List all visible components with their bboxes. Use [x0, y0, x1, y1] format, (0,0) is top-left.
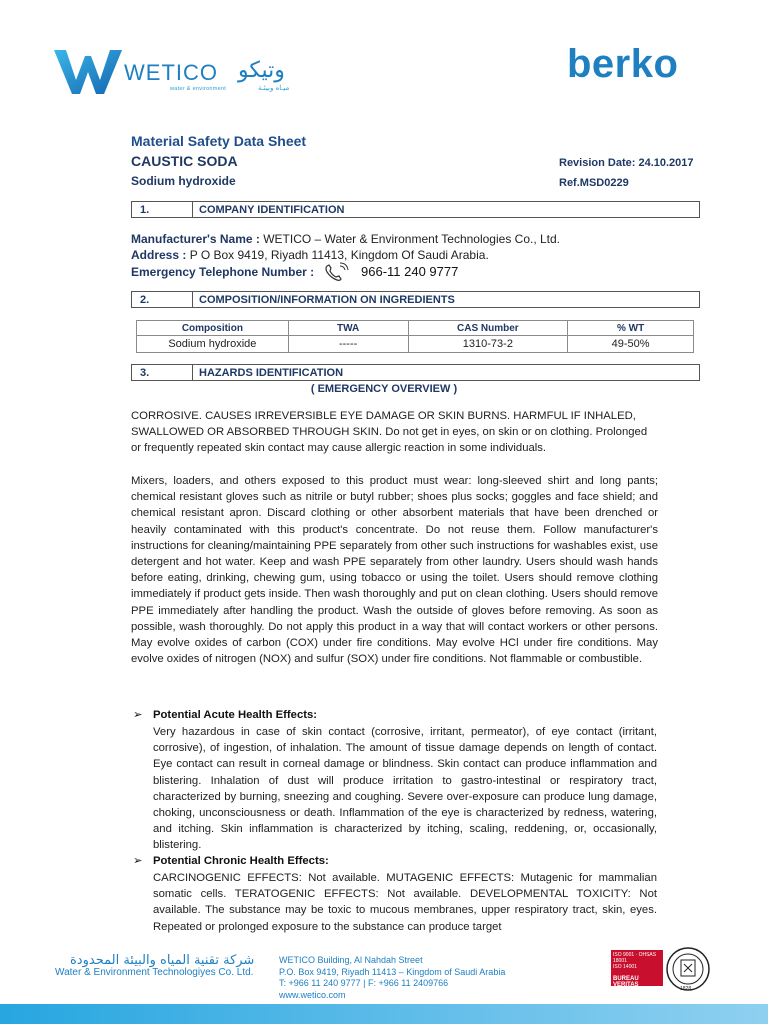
wetico-w-logo-icon	[52, 46, 124, 96]
column-header: Composition	[137, 321, 289, 336]
reference-number: Ref.MSD0229	[559, 177, 629, 189]
wetico-tagline-arabic: ميـاه وبيئـة	[258, 84, 290, 92]
acute-effects-text: Very hazardous in case of skin contact (corrosive, irritant, permeator), of eye contact (irritant, corrosive), of ingestion, of inhalation. The amount of tissue damage depends on length of contact. Eye contact can result in corneal damage or blindness. Skin contact can produce inflammation and blistering. Inhalation of dust will produce irritation to gastro-intestinal or respiratory tract, characterized by burning, sneezing and coughing. Severe over-exposure can produce lung damage, choking, unconsciousness or death. Inflammation of the eye is characterized by redness, watering, and itching. Skin inflammation is characterized by itching, scaling, reddening, or, occasionally, blistering.	[153, 726, 657, 852]
section-title: COMPOSITION/INFORMATION ON INGREDIENTS	[199, 293, 455, 306]
section-2-heading	[131, 291, 700, 308]
cert-year: 1828	[680, 986, 692, 992]
manufacturer-line	[131, 232, 560, 246]
footer-company-arabic: شركة تقنية المياه والبيئة المحدودة	[70, 953, 255, 968]
table-cell: -----	[288, 336, 408, 353]
chronic-effects-text: CARCINOGENIC EFFECTS: Not available. MUTAGENIC EFFECTS: Mutagenic for mammalian somatic cells. TERATOGENIC EFFECTS: Not available. DEVELOPMENTAL TOXICITY: Not available. The substance may be toxic to mucous membranes, upper respiratory tract, skin, eyes. Repeated or prolonged exposure to the substance can produce target	[153, 872, 657, 933]
composition-table	[136, 320, 694, 353]
revision-date: Revision Date: 24.10.2017	[559, 157, 694, 169]
wetico-wordmark: WETICO	[124, 60, 218, 85]
section-1-heading	[131, 201, 700, 218]
footer-color-bar	[0, 1004, 768, 1024]
table-header-row	[137, 321, 694, 336]
footer-company-english: Water & Environment Technologiyes Co. Ltd.	[55, 967, 254, 978]
certification-badge	[611, 950, 721, 994]
arrow-bullet-icon: ➢	[133, 855, 143, 867]
footer-phone-line: T: +966 11 240 9777 | F: +966 11 2409766	[279, 978, 449, 988]
footer-address-line: WETICO Building, Al Nahdah Street	[279, 955, 423, 965]
product-name: CAUSTIC SODA	[131, 153, 238, 169]
cert-line: ISO 14001	[613, 964, 637, 970]
document-title: Material Safety Data Sheet	[131, 133, 307, 149]
cert-line: BUREAU VERITAS	[613, 976, 639, 988]
acute-effects-title: Potential Acute Health Effects:	[153, 709, 318, 721]
emergency-phone-number: 966-11 240 9777	[361, 264, 459, 279]
hazard-paragraph-1: CORROSIVE. CAUSES IRREVERSIBLE EYE DAMAGE OR SKIN BURNS. HARMFUL IF INHALED, SWALLOWED OR ABSORBED THROUGH SKIN. Do not get in eyes, on skin or on clothing. Prolonged or frequently repeated skin contact may cause allergic reaction in some individuals.	[131, 410, 648, 455]
manufacturer-value: WETICO – Water & Environment Technologies Co., Ltd.	[259, 232, 561, 246]
address-label: Address :	[131, 248, 187, 262]
column-header: % WT	[568, 321, 694, 336]
cert-line: ISO 9001 · OHSAS 18001	[613, 952, 657, 964]
section-number: 2.	[132, 292, 193, 307]
footer-address-line: P.O. Box 9419, Riyadh 11413 – Kingdom of Saudi Arabia	[279, 966, 506, 977]
cert-red-block	[611, 950, 663, 994]
berko-logo: berko	[567, 42, 679, 86]
column-header: TWA	[288, 321, 408, 336]
emergency-label: Emergency Telephone Number :	[131, 265, 315, 279]
address-value: P O Box 9419, Riyadh 11413, Kingdom Of Saudi Arabia.	[186, 248, 489, 262]
chronic-effects-heading	[133, 854, 329, 867]
hazard-paragraph-2: Mixers, loaders, and others exposed to this product must wear: long-sleeved shirt and long pants; chemical resistant gloves such as nitrile or butyl rubber; shoes plus socks; goggles and face shield; and chemical resistant apron. Discard clothing or other absorbent materials that have been drenched or heavily contaminated with this product's concentrate. Do not reuse them. Follow manufacturer's instructions for cleaning/maintaining PPE separately from other such instructions for washables exist, use detergent and hot water. Keep and wash PPE separately from other laundry. Users should wash hands before eating, drinking, chewing gum, using tobacco or using the toilet. Users should remove clothing immediately if product gets inside. Then wash thoroughly and put on clean clothing. Users should remove PPE immediately after handling the product. Wash the outside of gloves before removing. As soon as possible, wash thoroughly. Do not apply this product in a way that will contact workers or other persons. May evolve oxides of carbon (COX) under fire conditions. May evolve HCl under fire conditions. May evolve oxides of nitrogen (NOX) and sulfur (SOX) under fire conditions. Not flammable or combustible.	[131, 475, 658, 666]
product-subtitle: Sodium hydroxide	[131, 174, 236, 188]
cert-line: Certification	[613, 988, 640, 994]
section-title: COMPANY IDENTIFICATION	[199, 203, 345, 216]
address-line	[131, 248, 489, 262]
table-row	[137, 336, 694, 353]
section-title: HAZARDS IDENTIFICATION	[199, 366, 344, 379]
table-cell: 49-50%	[568, 336, 694, 353]
arrow-bullet-icon: ➢	[133, 709, 143, 721]
section-number: 1.	[132, 202, 193, 217]
manufacturer-label: Manufacturer's Name :	[131, 232, 260, 246]
column-header: CAS Number	[408, 321, 568, 336]
table-cell: 1310-73-2	[408, 336, 568, 353]
wetico-arabic-wordmark: وتيكو	[238, 58, 285, 83]
acute-effects-heading	[133, 708, 317, 721]
table-cell: Sodium hydroxide	[137, 336, 289, 353]
section-number: 3.	[132, 365, 193, 380]
emergency-line	[131, 265, 314, 279]
phone-icon	[323, 262, 353, 282]
footer-website-link[interactable]: www.wetico.com	[279, 989, 346, 1000]
wetico-tagline: water & environment	[170, 86, 227, 92]
emergency-overview-title: ( EMERGENCY OVERVIEW )	[310, 383, 458, 395]
chronic-effects-title: Potential Chronic Health Effects:	[153, 855, 329, 867]
section-3-heading	[131, 364, 700, 381]
footer-address	[279, 955, 505, 1001]
